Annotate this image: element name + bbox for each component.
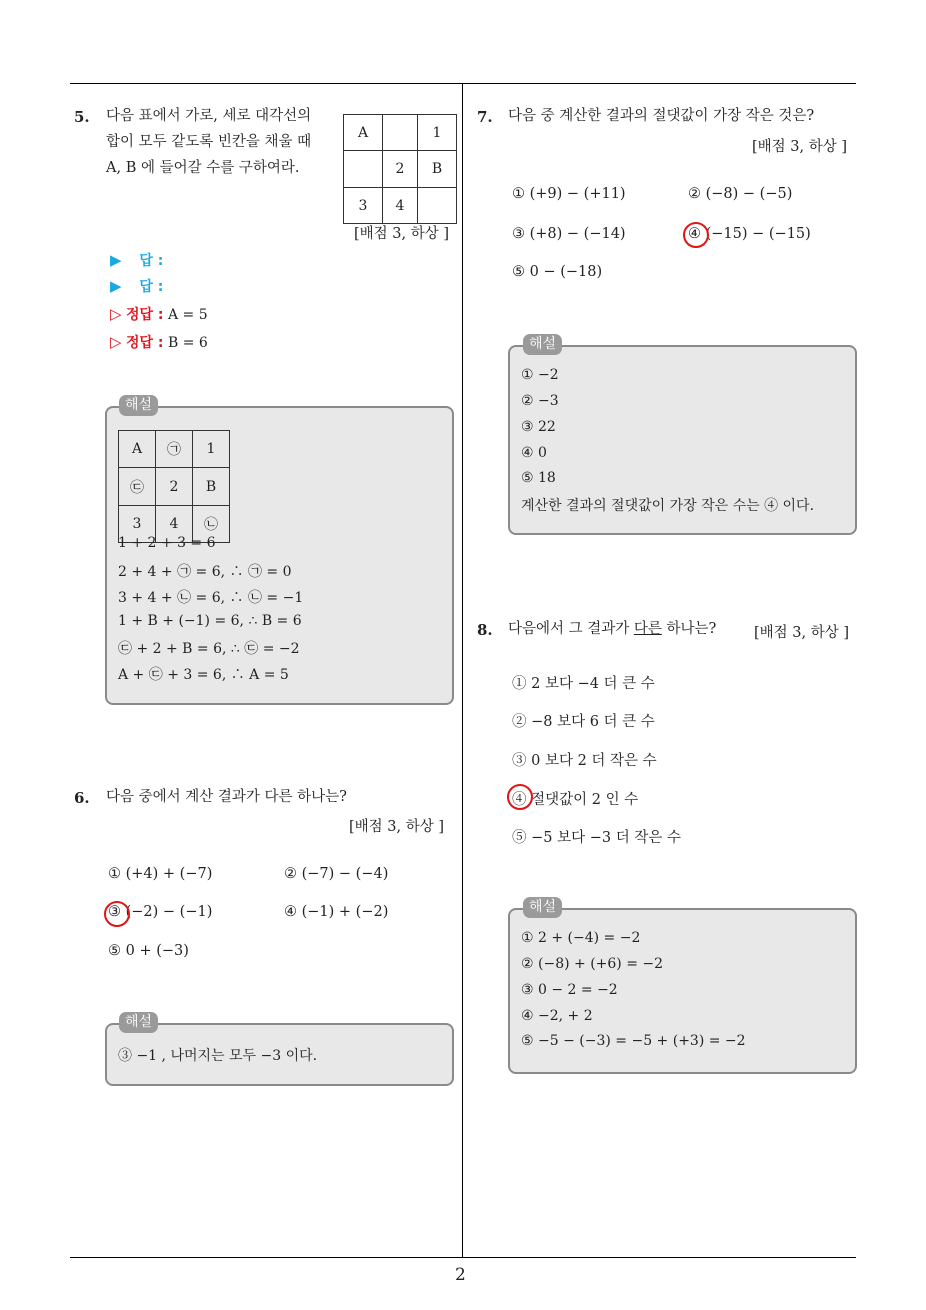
- q7-choice-2[interactable]: ② (−8) − (−5): [688, 186, 793, 202]
- q5-score: [배점 3, 하상 ]: [354, 226, 450, 242]
- q6-choice-3[interactable]: ③ (−2) − (−1): [108, 904, 213, 920]
- page-number: 2: [455, 1265, 466, 1285]
- answer-label: 답 :: [139, 253, 164, 269]
- q7-choice-4[interactable]: ④ (−15) − (−15): [688, 226, 811, 242]
- q8-exp-line: ④ −2, + 2: [521, 1008, 593, 1024]
- q8-number: 8.: [477, 621, 493, 639]
- q7-exp-line: ① −2: [521, 367, 559, 383]
- q5-exp-line: 1 + 2 + 3 = 6: [118, 535, 216, 551]
- grid-cell: [418, 188, 457, 224]
- q8-choice-2[interactable]: ② −8 보다 6 더 큰 수: [512, 714, 655, 730]
- q5-grid: [343, 114, 457, 224]
- q8-exp-line: ① 2 + (−4) = −2: [521, 930, 641, 946]
- bottom-rule: [70, 1257, 856, 1258]
- q5-correct-row: [110, 332, 208, 352]
- q6-choice-5[interactable]: ⑤ 0 + (−3): [108, 943, 189, 959]
- q7-exp-line: ③ 22: [521, 419, 556, 435]
- grid-cell: 4: [156, 506, 193, 543]
- q5-number: 5.: [74, 108, 90, 126]
- q5-exp-line: A + ㉢ + 3 = 6, ∴ A = 5: [118, 667, 289, 683]
- grid-cell: 4: [383, 188, 418, 224]
- play-outline-icon: ▷: [110, 333, 122, 351]
- q8-text-part: 다음에서 그 결과가: [508, 621, 634, 637]
- q8-choice-5[interactable]: ⑤ −5 보다 −3 더 작은 수: [512, 830, 681, 846]
- q8-text: [508, 616, 716, 642]
- q6-exp-line: ③ −1 , 나머지는 모두 −3 이다.: [118, 1048, 318, 1064]
- q6-explanation-tag: 해설: [119, 1012, 158, 1033]
- q5-exp-line: 1 + B + (−1) = 6, ∴ B = 6: [118, 613, 302, 629]
- q8-exp-line: ② (−8) + (+6) = −2: [521, 956, 664, 972]
- q8-explanation-tag: 해설: [523, 897, 562, 918]
- grid-cell: B: [418, 151, 457, 188]
- q5-exp-line: ㉢ + 2 + B = 6, ∴ ㉢ = −2: [118, 641, 300, 657]
- q7-choice-1[interactable]: ① (+9) − (+11): [512, 186, 626, 202]
- grid-cell: 3: [119, 506, 156, 543]
- q7-exp-line: ⑤ 18: [521, 470, 556, 486]
- grid-cell: 1: [193, 431, 230, 468]
- q5-answer-row: [110, 250, 163, 270]
- grid-cell: [383, 115, 418, 151]
- q6-text: 다음 중에서 계산 결과가 다른 하나는?: [106, 789, 347, 805]
- column-divider: [462, 83, 463, 1258]
- selected-answer-mark: [683, 222, 709, 248]
- play-outline-icon: ▷: [110, 305, 122, 323]
- grid-cell: 3: [344, 188, 383, 224]
- q7-exp-line: ④ 0: [521, 445, 547, 461]
- grid-cell: 1: [418, 115, 457, 151]
- q5-explanation-tag: 해설: [119, 395, 158, 416]
- q6-choice-1[interactable]: ① (+4) + (−7): [108, 866, 213, 882]
- q7-text: 다음 중 계산한 결과의 절댓값이 가장 작은 것은?: [508, 108, 815, 124]
- q8-score: [배점 3, 하상 ]: [754, 625, 850, 641]
- q5-answer-row: [110, 276, 163, 296]
- q8-choice-1[interactable]: ① 2 보다 −4 더 큰 수: [512, 676, 655, 692]
- q5-correct-row: [110, 304, 208, 324]
- grid-cell: [344, 151, 383, 188]
- q8-text-emphasis: 다른: [633, 621, 662, 637]
- grid-cell: 2: [383, 151, 418, 188]
- q5-text-line: 합이 모두 같도록 빈칸을 채울 때: [106, 134, 312, 150]
- top-rule: [70, 83, 856, 84]
- grid-cell: A: [344, 115, 383, 151]
- q5-text-line: A, B 에 들어갈 수를 구하여라.: [106, 160, 300, 176]
- q5-explanation-grid: [118, 430, 230, 543]
- selected-answer-mark: [507, 784, 533, 810]
- q8-choice-4[interactable]: ④ 절댓값이 2 인 수: [512, 792, 639, 808]
- correct-label: 정답 :: [126, 335, 164, 351]
- q6-score: [배점 3, 하상 ]: [349, 819, 445, 835]
- q6-choice-2[interactable]: ② (−7) − (−4): [284, 866, 389, 882]
- q8-text-part: 하나는?: [661, 621, 717, 637]
- correct-value: A = 5: [167, 307, 208, 323]
- correct-value: B = 6: [167, 335, 208, 351]
- q7-exp-line: ② −3: [521, 393, 559, 409]
- q6-choice-4[interactable]: ④ (−1) + (−2): [284, 904, 389, 920]
- q7-number: 7.: [477, 108, 493, 126]
- correct-label: 정답 :: [126, 307, 164, 323]
- q7-score: [배점 3, 하상 ]: [752, 139, 848, 155]
- q5-exp-line: 3 + 4 + ㉡ = 6, ∴ ㉡ = −1: [118, 590, 304, 606]
- play-icon: ▶: [110, 277, 122, 295]
- grid-cell: ㉢: [119, 468, 156, 506]
- selected-answer-mark: [104, 901, 130, 927]
- play-icon: ▶: [110, 251, 122, 269]
- q8-choice-3[interactable]: ③ 0 보다 2 더 작은 수: [512, 753, 657, 769]
- grid-cell: 2: [156, 468, 193, 506]
- grid-cell: B: [193, 468, 230, 506]
- q8-exp-line: ⑤ −5 − (−3) = −5 + (+3) = −2: [521, 1033, 746, 1049]
- q7-choice-3[interactable]: ③ (+8) − (−14): [512, 226, 626, 242]
- q5-text: [106, 103, 311, 181]
- q7-explanation-tag: 해설: [523, 334, 562, 355]
- answer-label: 답 :: [139, 279, 164, 295]
- q8-exp-line: ③ 0 − 2 = −2: [521, 982, 618, 998]
- q5-text-line: 다음 표에서 가로, 세로 대각선의: [106, 108, 312, 124]
- grid-cell: A: [119, 431, 156, 468]
- q7-choice-5[interactable]: ⑤ 0 − (−18): [512, 264, 603, 280]
- q7-exp-line: 계산한 결과의 절댓값이 가장 작은 수는 ④ 이다.: [521, 498, 815, 514]
- grid-cell: ㉠: [156, 431, 193, 468]
- grid-cell: ㉡: [193, 506, 230, 543]
- q6-number: 6.: [74, 789, 90, 807]
- q5-exp-line: 2 + 4 + ㉠ = 6, ∴ ㉠ = 0: [118, 564, 292, 580]
